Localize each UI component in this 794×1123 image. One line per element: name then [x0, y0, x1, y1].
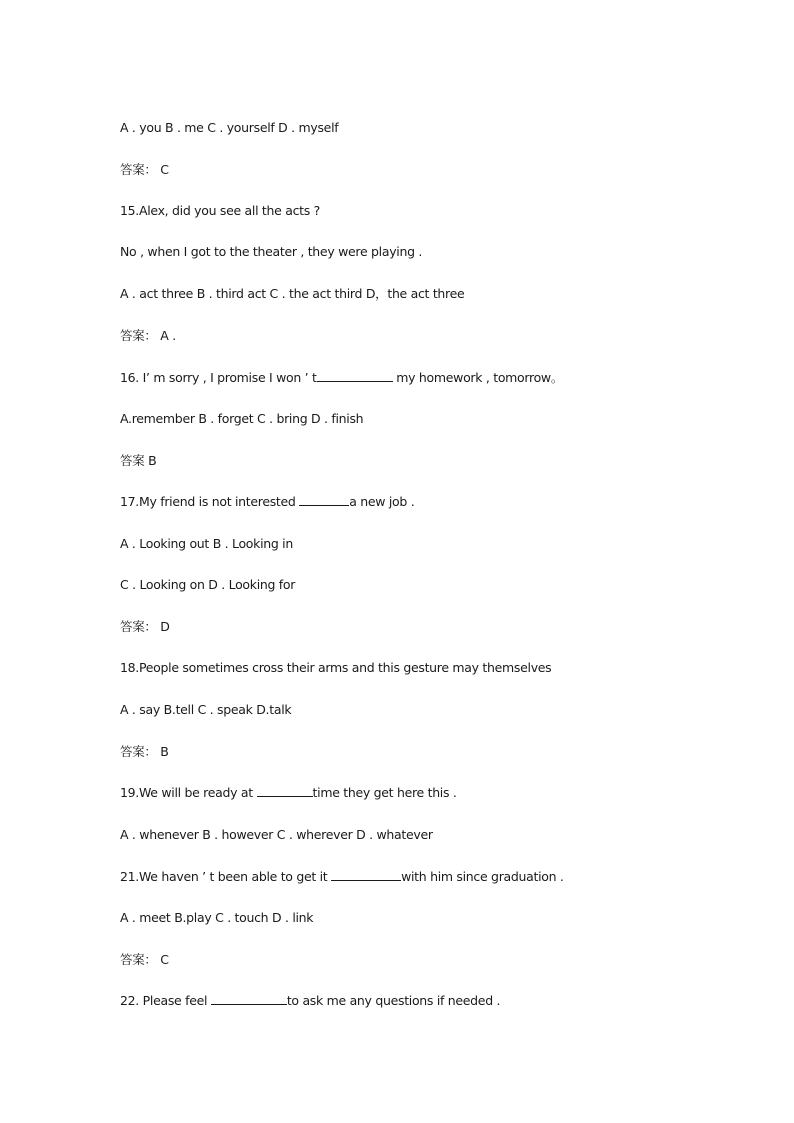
q22-answer-blank	[211, 993, 287, 1005]
q16-answer: 答案 B	[120, 453, 157, 468]
q18-question: 18.People sometimes cross their arms and this gesture may themselves	[120, 660, 552, 675]
q15-options: A . act three B . third act C . the act third D，the act three	[120, 286, 465, 301]
q17-question	[120, 494, 414, 510]
q18-answer: 答案： B	[120, 744, 169, 759]
q15-response: No , when I got to the theater , they were playing .	[120, 244, 423, 259]
q21-text-after: with him since graduation .	[401, 869, 564, 884]
q17-answer: 答案： D	[120, 619, 170, 634]
q17-options-a-b: A . Looking out B . Looking in	[120, 536, 293, 551]
q14-options: A . you B . me C . yourself D . myself	[120, 120, 339, 135]
q21-answer-blank	[331, 869, 401, 881]
q15-question: 15.Alex, did you see all the acts ?	[120, 203, 320, 218]
q17-text-before: 17.My friend is not interested	[120, 494, 300, 509]
q16-options: A.remember B . forget C . bring D . finish	[120, 411, 364, 426]
q21-answer: 答案： C	[120, 952, 169, 967]
q21-text-before: 21.We haven ’ t been able to get it	[120, 869, 332, 884]
q22-text-after: to ask me any questions if needed .	[286, 993, 501, 1008]
q21-options: A . meet B.play C . touch D . link	[120, 910, 314, 925]
q17-answer-blank	[299, 494, 349, 506]
q19-answer-blank	[257, 785, 313, 797]
q19-text-after: time they get here this .	[312, 785, 457, 800]
q18-options: A . say B.tell C . speak D.talk	[120, 702, 292, 717]
q22-text-before: 22. Please feel	[120, 993, 211, 1008]
q16-question	[120, 370, 563, 386]
q19-question	[120, 785, 457, 801]
q16-text-before: 16. I’ m sorry , I promise I won ’ t	[120, 370, 317, 385]
q17-text-after: a new job .	[349, 494, 415, 509]
q19-options: A . whenever B . however C . wherever D . whatever	[120, 827, 433, 842]
q15-answer: 答案： A .	[120, 328, 176, 343]
q19-text-before: 19.We will be ready at	[120, 785, 257, 800]
q22-question	[120, 993, 500, 1009]
q14-answer: 答案： C	[120, 162, 169, 177]
q21-question	[120, 869, 564, 885]
q16-answer-blank	[317, 370, 393, 382]
q17-options-c-d: C . Looking on D . Looking for	[120, 577, 296, 592]
q16-text-after: my homework , tomorrow。	[392, 370, 564, 385]
